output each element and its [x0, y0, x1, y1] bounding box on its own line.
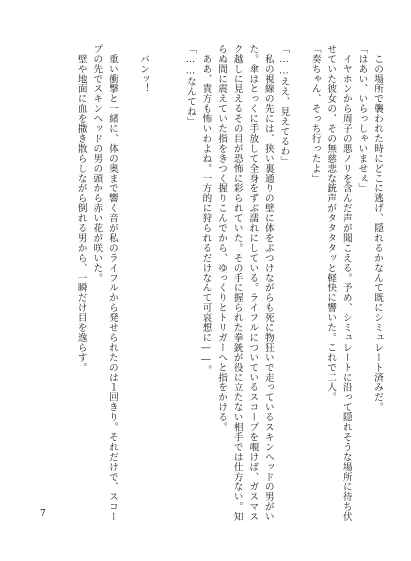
text-line: プの先でスキンヘッドの男の頭から赤い花が咲いた。 [91, 44, 103, 283]
text-line: 私の視線の先には、狭い裏通りの壁に体をぶつけながらも死に物狂いで走っているスキンヘッドの男がい [262, 44, 274, 522]
text-line: 壁や地面に血を撒き散らしながら倒れる男から、一瞬だけ目を逸らす。 [75, 44, 87, 373]
text-line: 「……ええ、見えてるわ」 [278, 44, 290, 167]
text-line: ああ、貴方も怖いわよね。一方的に狩られるだけなんて可哀想に――。 [200, 44, 212, 376]
text-line: この場所で襲われた時にどこに逃げ、隠れるかなんて既にシミュレート済みだ。 [372, 44, 383, 413]
page-number: 7 [40, 509, 46, 519]
text-line: バンッ！ [138, 44, 150, 94]
text-line: ク越しに見えるその目が恐怖に彩られていた。その手に握られた拳銃が役に立たない相手では仕方ない。知 [231, 44, 243, 522]
text-line: 「奏ちゃん、そっち行ったよ」 [309, 44, 321, 184]
text-line: 重い衝撃と一緒に、体の奥まで響く音が私のライフルから発せられたのは１回きり。それだけで、スコー [106, 44, 118, 522]
text-line: らぬ間に震えていた指をきつく握りこんでから、ゆっくりとトリガーへと指をかける。 [216, 44, 228, 433]
text-line: 「……なんてね」 [184, 44, 196, 127]
text-line: た。傘はとっくに手放して全身をずぶ濡れにしている。ライフルについているスコープを覗けば、ガスマス [247, 44, 259, 522]
text-line: せていた彼女の、その無慈悲な銃声がタタタタッと軽快に響いた。これで二人。 [325, 44, 337, 403]
text-line: 「はあい、いらっしゃいませぇ」 [356, 44, 368, 194]
vertical-text-body [75, 44, 383, 522]
text-line: イヤホンから周子の悪ノリを含んだ声が聞こえる。予め、シミュレートに沿って隠れそうな場所に待ち伏 [340, 44, 352, 522]
